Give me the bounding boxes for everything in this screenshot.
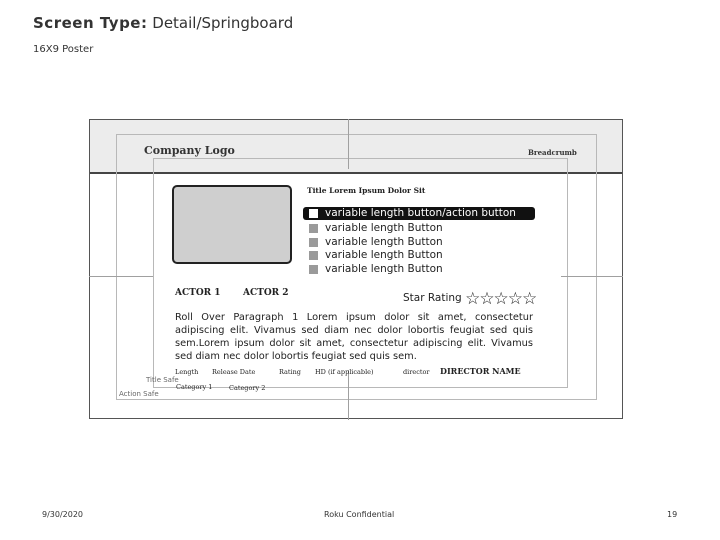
action-button-label: variable length Button (325, 249, 443, 261)
poster-image (172, 185, 292, 264)
meta-category-1: Category 1 (176, 383, 213, 391)
button-marker-icon (309, 209, 318, 218)
action-button[interactable] (303, 249, 443, 262)
guide-line-bottom (348, 370, 349, 420)
button-marker-icon (309, 251, 318, 260)
screen-type-value: Detail/Springboard (152, 14, 294, 32)
actor-2: ACTOR 2 (243, 288, 289, 298)
action-button[interactable] (303, 236, 443, 249)
action-button[interactable] (303, 263, 443, 276)
action-button-label: variable length button/action button (325, 207, 516, 219)
footer-confidential: Roku Confidential (324, 510, 395, 519)
action-button-label: variable length Button (325, 263, 443, 275)
screen-type-label: Screen Type: (33, 14, 148, 32)
meta-category-2: Category 2 (229, 384, 266, 392)
company-logo: Company Logo (144, 144, 235, 157)
guide-line-top (348, 119, 349, 169)
star-icons: ☆☆☆☆☆ (465, 289, 537, 309)
meta-rating: Rating (279, 368, 301, 376)
director-name: DIRECTOR NAME (440, 366, 521, 376)
content-title: Title Lorem Ipsum Dolor Sit (307, 186, 426, 195)
action-button-label: variable length Button (325, 222, 443, 234)
poster-size-label: 16X9 Poster (33, 44, 94, 55)
footer-page-number: 19 (667, 510, 678, 519)
screen-type-heading (33, 14, 293, 32)
guide-line-left (89, 276, 153, 277)
star-rating-label: Star Rating (403, 292, 462, 304)
action-button-selected[interactable] (303, 207, 535, 220)
meta-hd: HD (if applicable) (315, 368, 374, 376)
guide-line-right (561, 276, 623, 277)
description-paragraph: Roll Over Paragraph 1 Lorem ipsum dolor sit amet, consectetur adipiscing elit. Vivamus sed diam nec dolor lobortis feugiat sed quis sem.Lorem ipsum dolor sit amet, consectetur adipiscing elit. Vivamus sed diam nec dolor lobortis feugiat sed quis sem. (175, 312, 533, 362)
action-button-label: variable length Button (325, 236, 443, 248)
button-marker-icon (309, 265, 318, 274)
star-rating (403, 289, 536, 309)
button-marker-icon (309, 238, 318, 247)
meta-release-date: Release Date (212, 368, 256, 376)
button-marker-icon (309, 224, 318, 233)
breadcrumb[interactable]: Breadcrumb (528, 148, 577, 157)
action-button[interactable] (303, 222, 443, 235)
meta-director-label: director (403, 368, 430, 376)
action-safe-label: Action Safe (119, 390, 159, 398)
actor-1: ACTOR 1 (175, 288, 221, 298)
footer-date: 9/30/2020 (42, 510, 84, 519)
meta-length: Length (175, 368, 199, 376)
title-safe-label: Title Safe (146, 376, 179, 384)
